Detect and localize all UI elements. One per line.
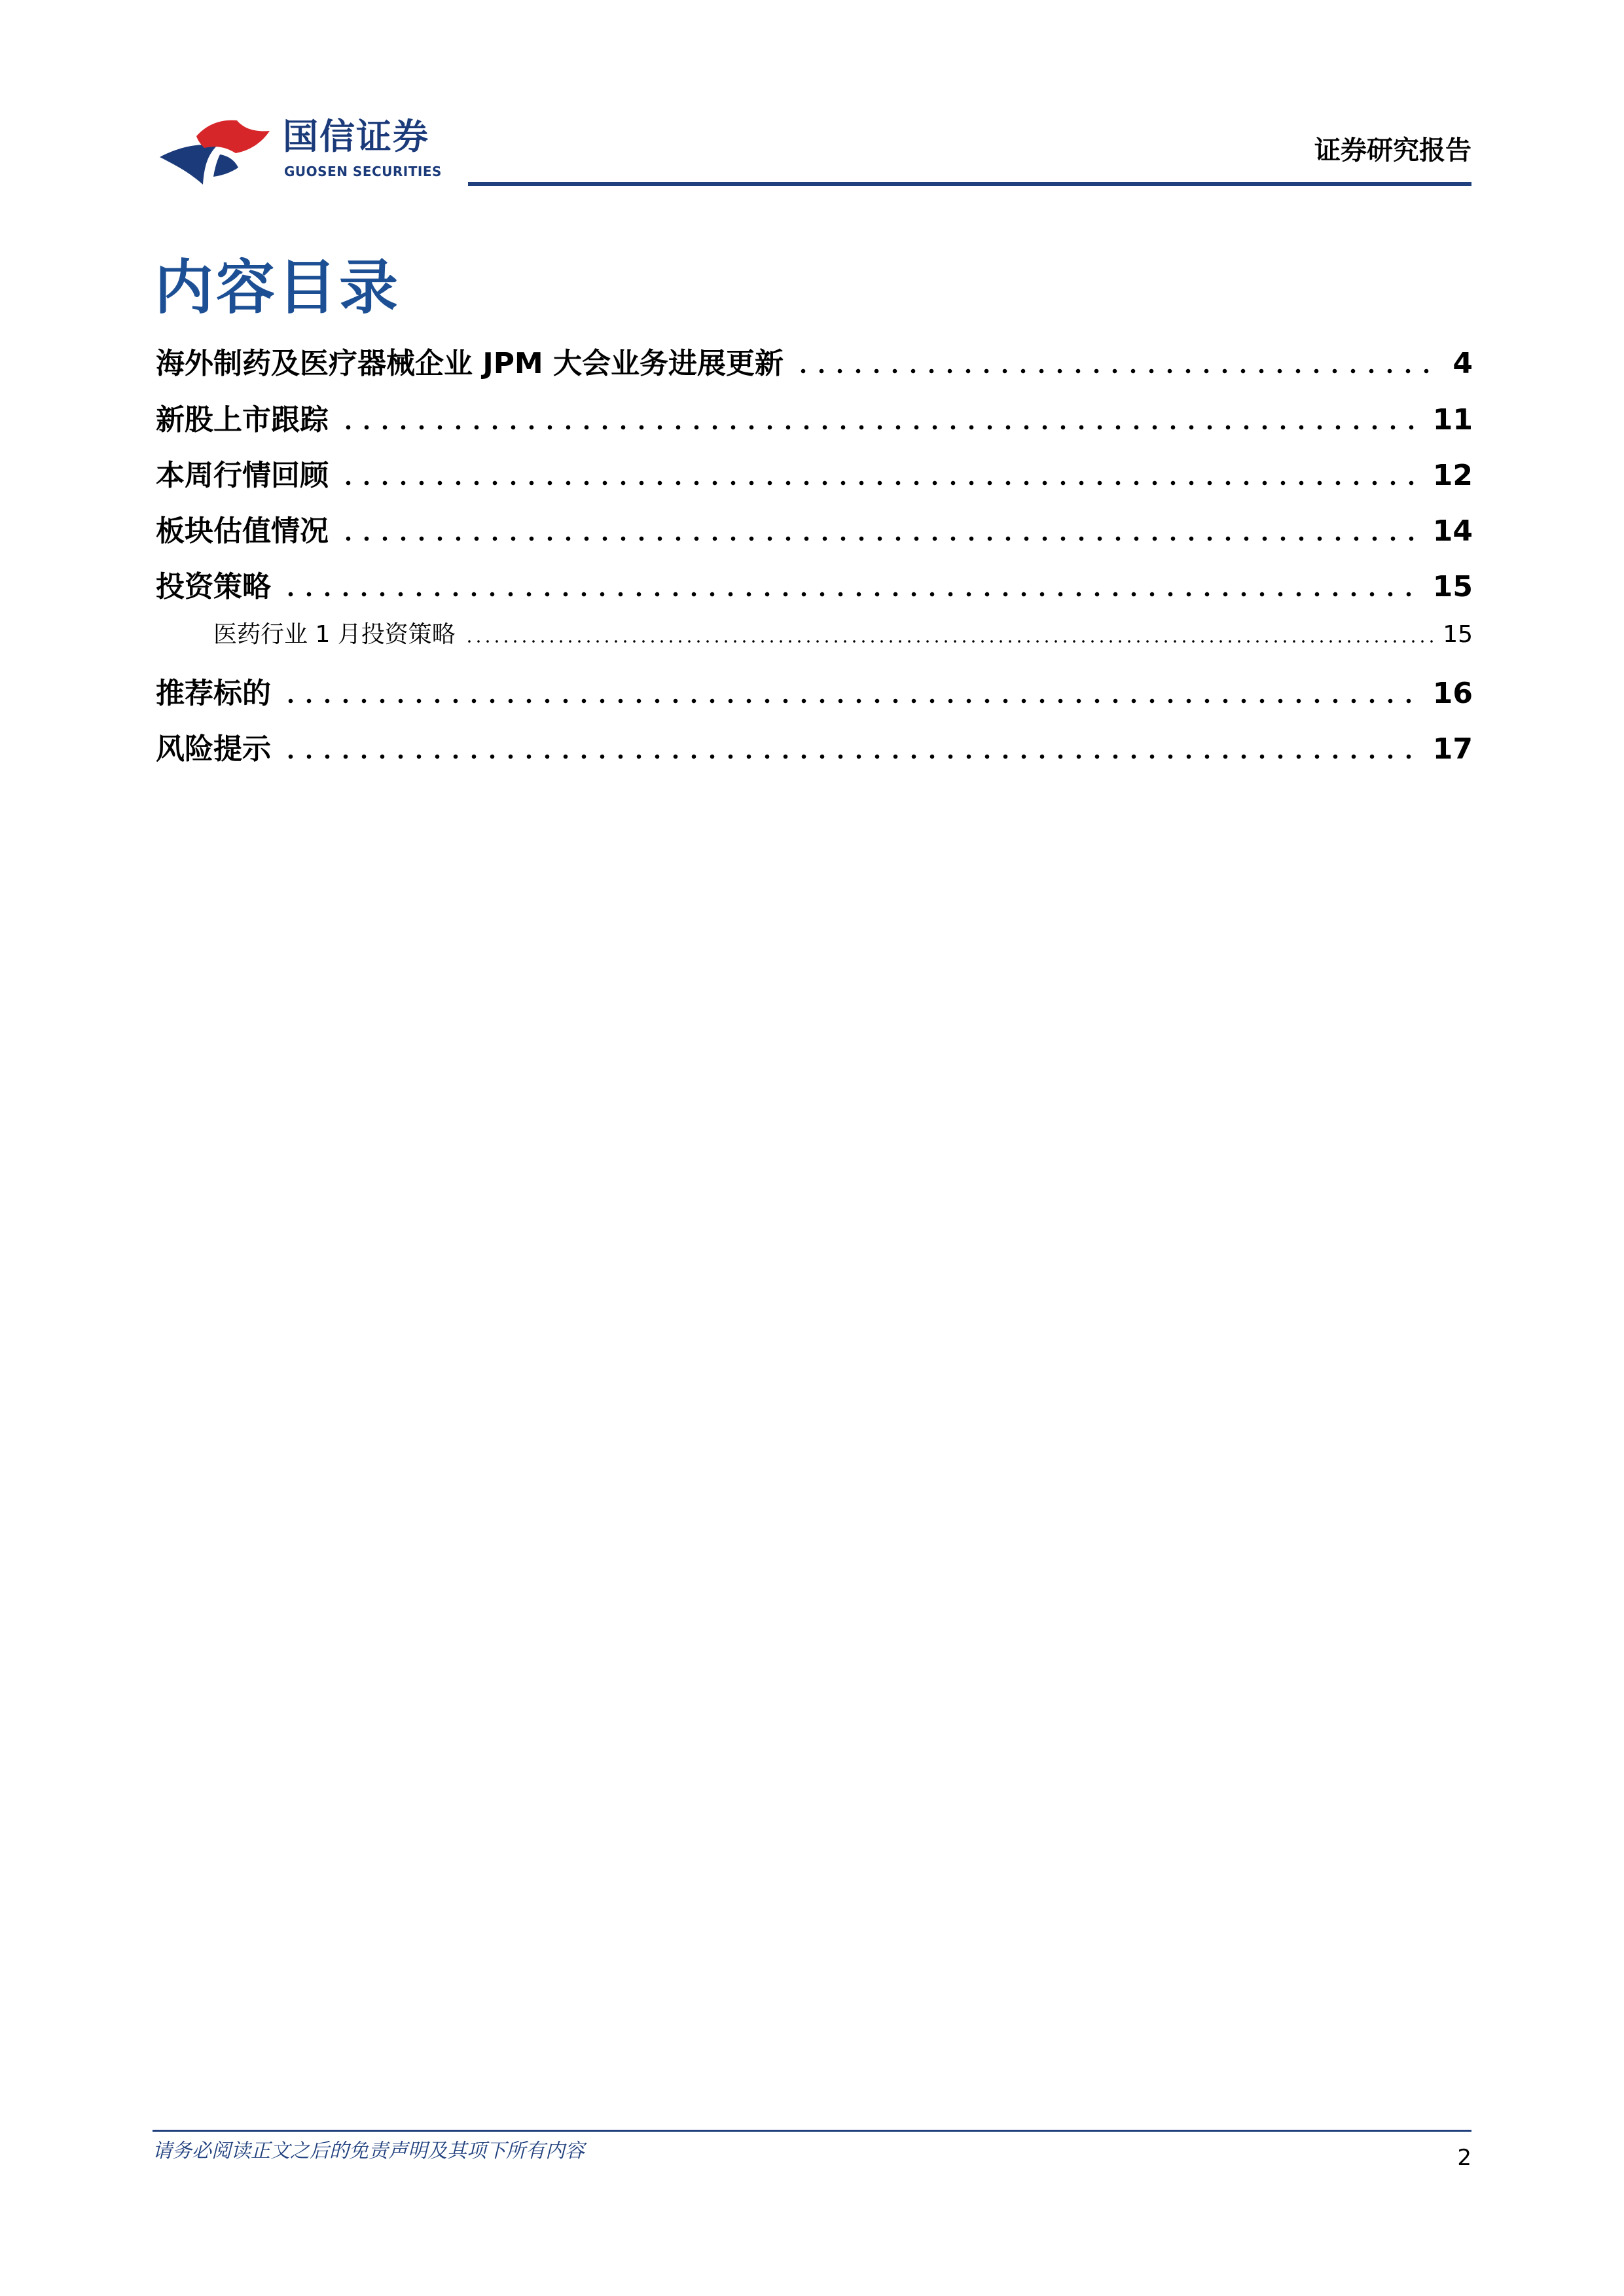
footer-disclaimer: 请务必阅读正文之后的免责声明及其项下所有内容 (153, 2140, 585, 2162)
toc-entry-page: 4 (1453, 346, 1473, 380)
toc-entry-label: 板块估值情况 (156, 514, 329, 548)
toc-entry-page: 11 (1432, 403, 1473, 437)
toc-subentry[interactable] (213, 615, 1473, 648)
header-divider (468, 182, 1471, 186)
page-header (0, 0, 1624, 196)
toc-entry[interactable] (156, 670, 1473, 709)
toc-dot-leader (339, 535, 1422, 542)
toc-entry-label: 投资策略 (156, 569, 271, 603)
toc-entry[interactable] (156, 397, 1473, 436)
toc-entry-label: 本周行情回顾 (156, 458, 329, 492)
toc-entry-label: 医药行业 1 月投资策略 (213, 621, 456, 649)
toc-entry[interactable] (156, 508, 1473, 547)
toc-dot-leader (794, 368, 1436, 374)
toc-dot-leader (465, 639, 1434, 643)
toc-dot-leader (339, 480, 1422, 486)
toc-dot-leader (339, 424, 1422, 431)
logo-name-en: GUOSEN SECURITIES (284, 164, 442, 179)
toc-dot-leader (281, 753, 1422, 760)
toc-entry-page: 15 (1443, 621, 1473, 649)
toc-dot-leader (281, 698, 1422, 704)
toc-entry-label: 风险提示 (156, 732, 271, 766)
toc-entry-label: 推荐标的 (156, 676, 271, 710)
toc-entry[interactable] (156, 564, 1473, 603)
page-number: 2 (1457, 2145, 1471, 2171)
guosen-logo (157, 117, 445, 188)
guosen-logo-mark-icon (157, 117, 275, 188)
toc-entry[interactable] (156, 340, 1473, 380)
toc-entry-label: 新股上市跟踪 (156, 403, 329, 437)
toc-dot-leader (281, 591, 1422, 598)
toc-entry-page: 12 (1432, 458, 1473, 492)
toc-title: 内容目录 (154, 253, 401, 322)
toc-entry[interactable] (156, 452, 1473, 492)
report-type-label: 证券研究报告 (1314, 135, 1471, 166)
footer-divider (153, 2130, 1471, 2132)
logo-name-cn: 国信证券 (283, 116, 429, 157)
toc-entry[interactable] (156, 726, 1473, 765)
toc-entry-page: 15 (1432, 569, 1473, 603)
toc-entry-label: 海外制药及医疗器械企业 JPM 大会业务进展更新 (156, 346, 784, 380)
toc-entry-page: 14 (1432, 514, 1473, 548)
toc-entry-page: 16 (1432, 676, 1473, 710)
toc-entry-page: 17 (1432, 732, 1473, 766)
